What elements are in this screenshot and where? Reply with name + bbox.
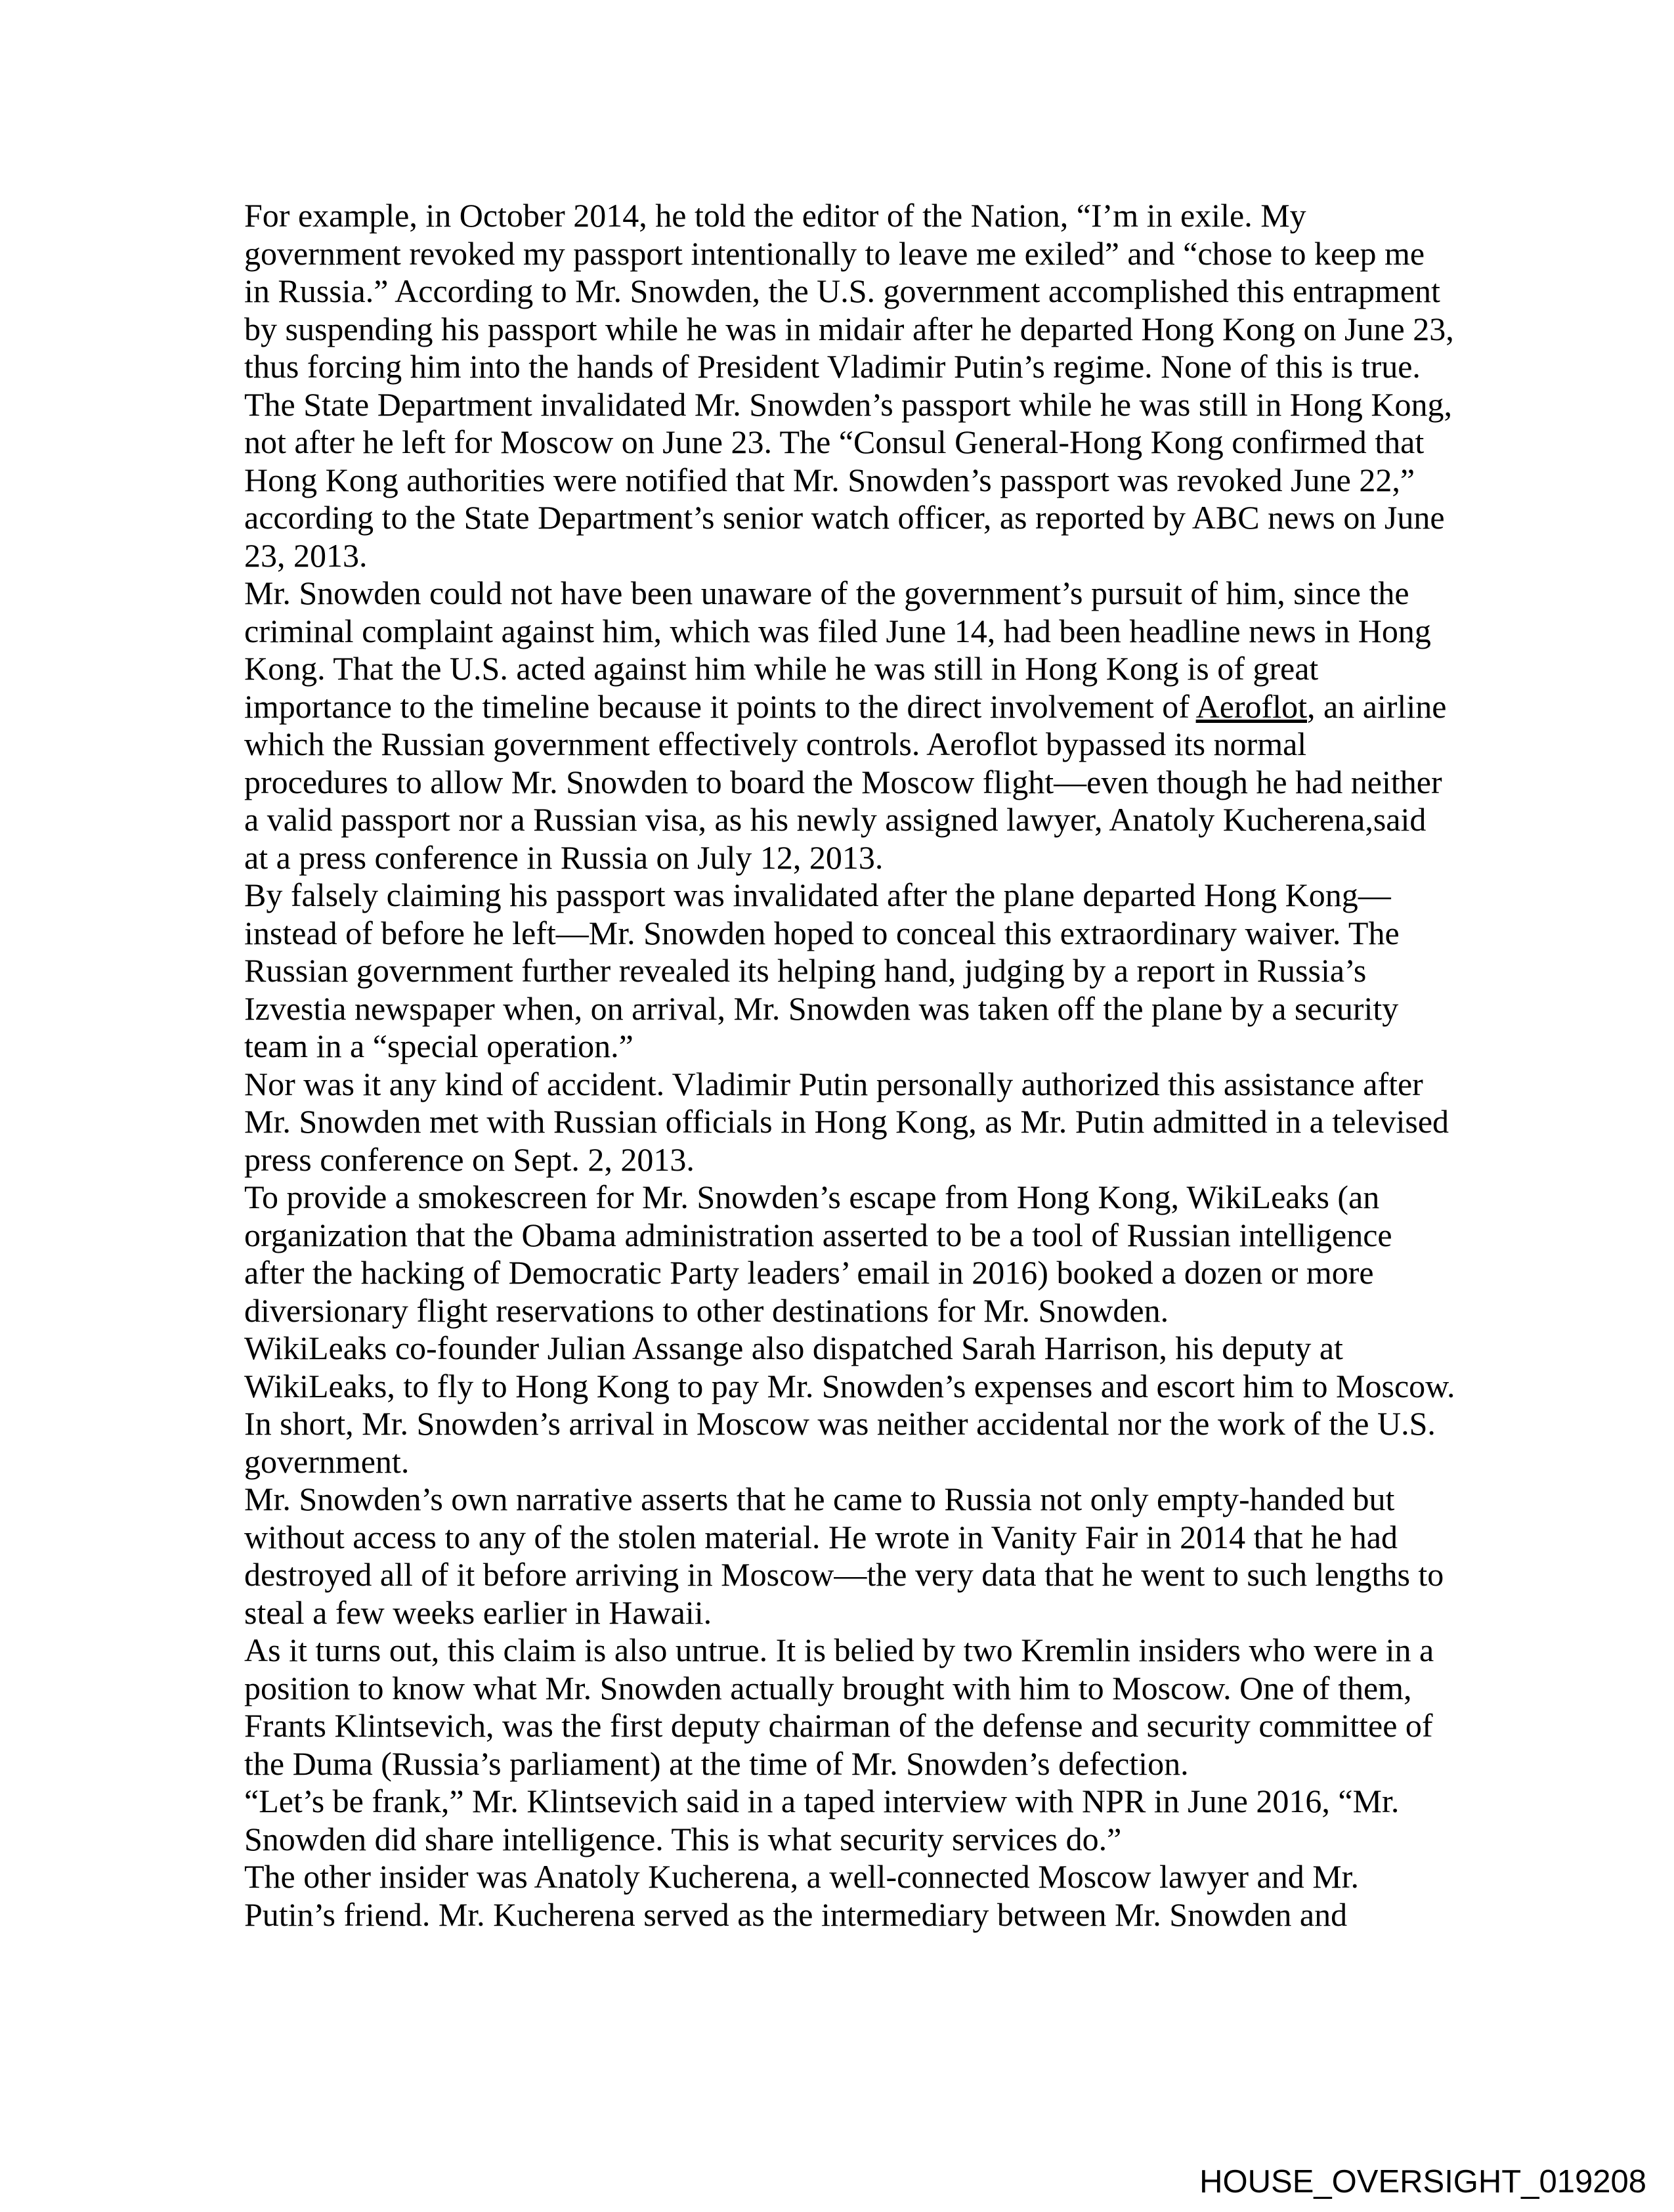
text-segment: To provide a smokescreen for Mr. Snowden’s escape from Hong Kong, WikiLeaks (an organization that the Obama administration asserted to be a tool of Russian intelligence after the hacking of Democratic Party leaders’ email in 2016) booked a dozen or more diversionary flight reservations to other destinations for Mr. Snowden. xyxy=(244,1179,1392,1329)
paragraph xyxy=(244,1858,1455,1934)
paragraph xyxy=(244,1179,1455,1330)
paragraph xyxy=(244,1632,1455,1783)
text-segment: “Let’s be frank,” Mr. Klintsevich said in a taped interview with NPR in June 2016, “Mr. Snowden did share intelligence. This is what security services do.” xyxy=(244,1783,1400,1857)
text-segment: Mr. Snowden’s own narrative asserts that he came to Russia not only empty-handed but without access to any of the stolen material. He wrote in Vanity Fair in 2014 that he had destroyed all of it before arriving in Moscow—the very data that he went to such lengths to steal a few weeks earlier in Hawaii. xyxy=(244,1481,1444,1631)
text-segment: WikiLeaks co-founder Julian Assange also dispatched Sarah Harrison, his deputy at WikiLeaks, to fly to Hong Kong to pay Mr. Snowden’s expenses and escort him to Moscow. In short, Mr. Snowden’s arrival in Moscow was neither accidental nor the work of the U.S. government. xyxy=(244,1330,1455,1480)
paragraph xyxy=(244,575,1455,877)
text-segment: Nor was it any kind of accident. Vladimir Putin personally authorized this assistance after Mr. Snowden met with Russian officials in Hong Kong, as Mr. Putin admitted in a televised press conference on Sept. 2, 2013. xyxy=(244,1065,1449,1178)
text-segment: , an airline which the Russian government effectively controls. Aeroflot bypassed its normal procedures to allow Mr. Snowden to board the Moscow flight—even though he had neither a valid passport nor a Russian visa, as his newly assigned lawyer, Anatoly Kucherena,said at a press conference in Russia on July 12, 2013. xyxy=(244,687,1447,876)
paragraph xyxy=(244,1783,1455,1858)
text-segment: For example, in October 2014, he told the editor of the Nation, “I’m in exile. My government revoked my passport intentionally to leave me exiled” and “chose to keep me in Russia.” According to Mr. Snowden, the U.S. government accomplished this entrapment by suspending his passport while he was in midair after he departed Hong Kong on June 23, thus forcing him into the hands of President Vladimir Putin’s regime. None of this is true. The State Department invalidated Mr. Snowden’s passport while he was still in Hong Kong, not after he left for Moscow on June 23. The “Consul General-Hong Kong confirmed that Hong Kong authorities were notified that Mr. Snowden’s passport was revoked June 22,” according to the State Department’s senior watch officer, as reported by ABC news on June 23, 2013. xyxy=(244,197,1454,574)
bates-stamp: HOUSE_OVERSIGHT_019208 xyxy=(1199,2164,1646,2200)
paragraph xyxy=(244,1330,1455,1481)
paragraph xyxy=(244,1481,1455,1632)
text-segment: By falsely claiming his passport was invalidated after the plane departed Hong Kong—instead of before he left—Mr. Snowden hoped to conceal this extraordinary waiver. The Russian government further revealed its helping hand, judging by a report in Russia’s Izvestia newspaper when, on arrival, Mr. Snowden was taken off the plane by a security team in a “special operation.” xyxy=(244,877,1400,1064)
paragraph xyxy=(244,197,1455,575)
text-segment: As it turns out, this claim is also untrue. It is belied by two Kremlin insiders who were in a position to know what Mr. Snowden actually brought with him to Moscow. One of them, Frants Klintsevich, was the first deputy chairman of the defense and security committee of the Duma (Russia’s parliament) at the time of Mr. Snowden’s defection. xyxy=(244,1632,1434,1782)
text-segment: The other insider was Anatoly Kucherena, a well-connected Moscow lawyer and Mr. Putin’s friend. Mr. Kucherena served as the intermediary between Mr. Snowden and xyxy=(244,1858,1360,1933)
underlined-text: Aeroflot xyxy=(1195,687,1307,725)
paragraph xyxy=(244,1066,1455,1179)
paragraph xyxy=(244,877,1455,1066)
document-body xyxy=(244,197,1455,1934)
text-segment: Mr. Snowden could not have been unaware of the government’s pursuit of him, since the criminal complaint against him, which was filed June 14, had been headline news in Hong Kong. That the U.S. acted against him while he was still in Hong Kong is of great importance to the timeline because it points to the direct involvement of xyxy=(244,575,1431,725)
